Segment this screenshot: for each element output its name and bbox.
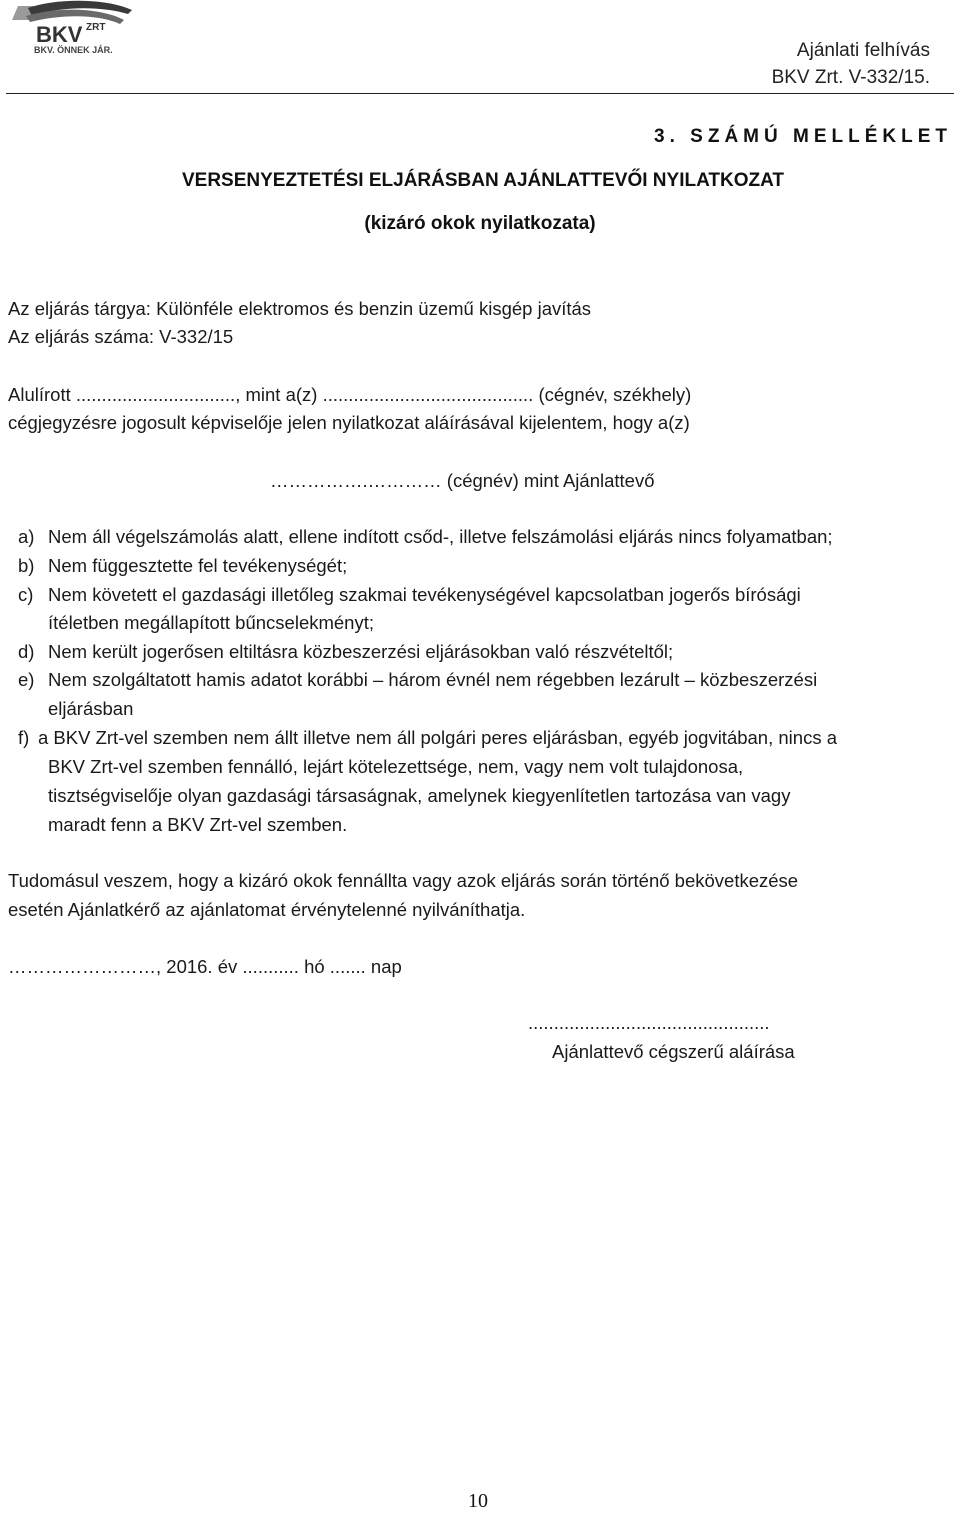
- item-label: d): [18, 641, 35, 662]
- item-text-e: eljárásban: [48, 698, 134, 719]
- item-text-c: ítéletben megállapított bűncselekményt;: [48, 612, 374, 633]
- logo-brand: BKV: [36, 22, 83, 47]
- item-label: b): [18, 555, 35, 576]
- notice-line-2: esetén Ajánlatkérő az ajánlatomat érvénytelenné nyilváníthatja.: [8, 899, 526, 920]
- item-text-f: BKV Zrt-vel szemben fennálló, lejárt kötelezettsége, nem, vagy nem volt tulajdonosa,: [48, 756, 744, 777]
- item-label: e): [18, 669, 35, 690]
- item-label: f): [18, 727, 30, 748]
- item-text-e: Nem szolgáltatott hamis adatot korábbi – három évnél nem régebben lezárult – közbeszerzési: [48, 669, 818, 690]
- document-subtitle: (kizáró okok nyilatkozata): [364, 213, 596, 234]
- header-doc-type: Ajánlati felhívás: [796, 40, 930, 61]
- procedure-subject: Az eljárás tárgya: Különféle elektromos és benzin üzemű kisgép javítás: [8, 298, 592, 319]
- header-doc-ref: BKV Zrt. V-332/15.: [771, 67, 930, 88]
- signature-dots: ...............................................: [528, 1012, 770, 1033]
- document-title: VERSENYEZTETÉSI ELJÁRÁSBAN AJÁNLATTEVŐI NYILATKOZAT: [181, 170, 785, 191]
- intro-line-1: Alulírott ..............................., mint a(z) ......................................... (cégnév, székhely): [8, 384, 692, 405]
- item-text-b: Nem függesztette fel tevékenységét;: [48, 555, 348, 576]
- annex-label: 3. SZÁMÚ MELLÉKLET: [654, 126, 952, 147]
- company-line: …………….………… (cégnév) mint Ajánlattevő: [270, 470, 655, 491]
- item-text-f: maradt fenn a BKV Zrt-vel szemben.: [48, 814, 348, 835]
- item-label: c): [18, 584, 34, 605]
- procedure-number: Az eljárás száma: V-332/15: [8, 326, 234, 347]
- item-text-f: a BKV Zrt-vel szemben nem állt illetve nem áll polgári peres eljárásban, egyéb jogvitában, nincs a: [38, 727, 837, 748]
- bkv-logo: [6, 0, 136, 60]
- header-divider: [6, 93, 954, 94]
- page-number: 10: [468, 1490, 488, 1512]
- intro-line-2: cégjegyzésre jogosult képviselője jelen nyilatkozat aláírásával kijelentem, hogy a(z): [8, 412, 690, 433]
- date-line: ……………………, 2016. év ........... hó ....... nap: [8, 956, 402, 977]
- logo-tagline: BKV. ÖNNEK JÁR.: [34, 45, 113, 55]
- logo-suffix: ZRT: [86, 22, 106, 33]
- signature-label: Ajánlattevő cégszerű aláírása: [552, 1041, 795, 1062]
- item-label: a): [18, 526, 35, 547]
- item-text-f: tisztségviselője olyan gazdasági társaságnak, amelynek kiegyenlítetlen tartozása van vagy: [48, 785, 791, 806]
- item-text-c: Nem követett el gazdasági illetőleg szakmai tevékenységével kapcsolatban jogerős bírósági: [48, 584, 801, 605]
- notice-line-1: Tudomásul veszem, hogy a kizáró okok fennállta vagy azok eljárás során történő bekövetkezése: [8, 870, 799, 891]
- item-text-d: Nem került jogerősen eltiltásra közbeszerzési eljárásokban való részvételtől;: [48, 641, 674, 662]
- item-text-a: Nem áll végelszámolás alatt, ellene indított csőd-, illetve felszámolási eljárás nincs folyamatban;: [48, 526, 833, 547]
